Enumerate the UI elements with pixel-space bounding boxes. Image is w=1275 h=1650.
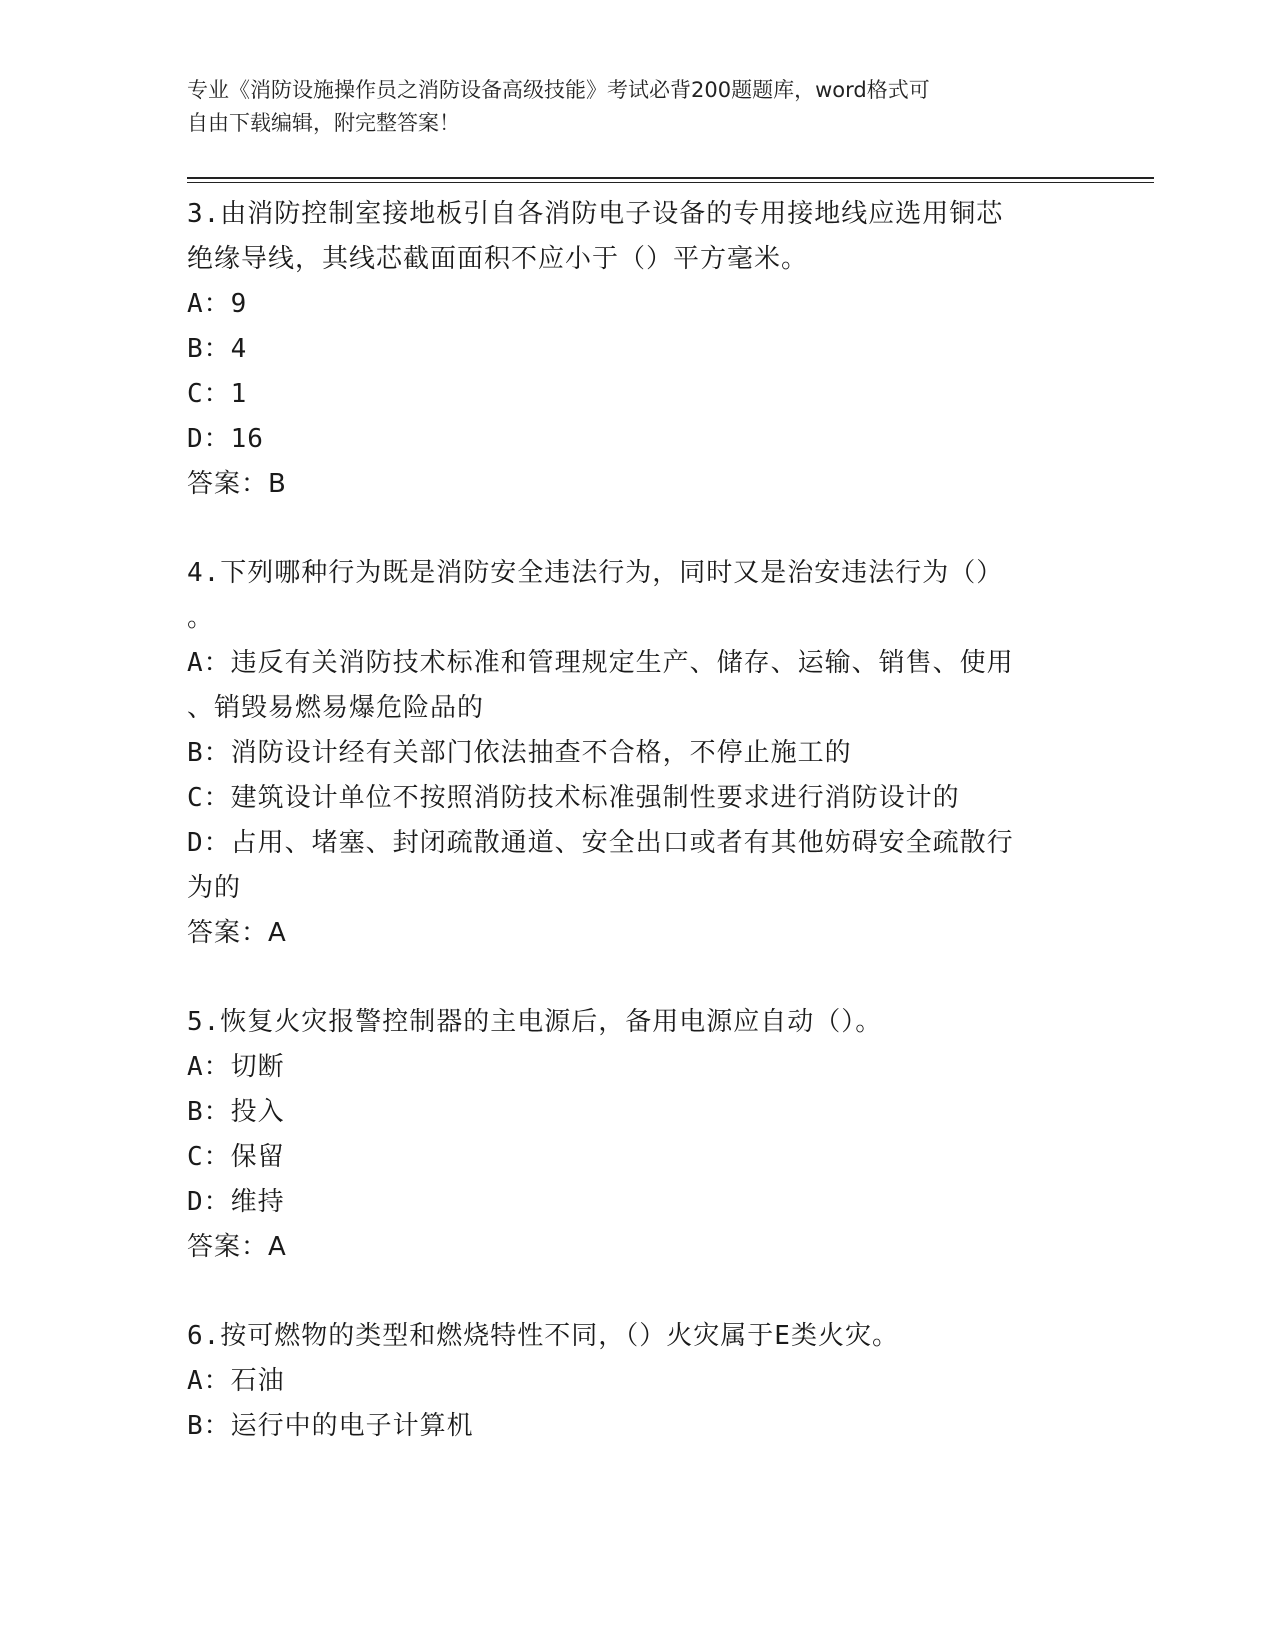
option-b: B：投入 bbox=[187, 1097, 285, 1127]
option-b: B：消防设计经有关部门依法抽查不合格，不停止施工的 bbox=[187, 738, 852, 768]
header-line: 专业《消防设施操作员之消防设备高级技能》考试必背200题题库，word格式可 bbox=[187, 78, 930, 102]
question-text: 6.按可燃物的类型和燃烧特性不同，（）火灾属于E类火灾。 bbox=[187, 1321, 899, 1351]
answer: 答案：A bbox=[187, 918, 287, 948]
question-item bbox=[187, 551, 1087, 956]
option-b: B：4 bbox=[187, 334, 248, 364]
header-divider-thin bbox=[187, 182, 1154, 183]
option-c: C：保留 bbox=[187, 1142, 285, 1172]
option-c: C：建筑设计单位不按照消防技术标准强制性要求进行消防设计的 bbox=[187, 783, 960, 813]
option-b: B：运行中的电子计算机 bbox=[187, 1411, 474, 1441]
option-a: A：违反有关消防技术标准和管理规定生产、储存、运输、销售、使用 bbox=[187, 648, 1014, 678]
question-text: 。 bbox=[187, 603, 215, 633]
question-text: 4.下列哪种行为既是消防安全违法行为，同时又是治安违法行为（） bbox=[187, 558, 1004, 588]
option-a: A：切断 bbox=[187, 1052, 285, 1082]
document-header bbox=[187, 74, 1087, 140]
header-line: 自由下载编辑，附完整答案！ bbox=[187, 111, 460, 135]
option-d-cont: 为的 bbox=[187, 873, 242, 903]
option-a: A：9 bbox=[187, 289, 248, 319]
option-d: D：维持 bbox=[187, 1187, 285, 1217]
question-item bbox=[187, 1000, 1087, 1270]
question-list bbox=[187, 192, 1087, 1449]
question-text: 5.恢复火灾报警控制器的主电源后，备用电源应自动（）。 bbox=[187, 1007, 883, 1037]
option-a-cont: 、销毁易燃易爆危险品的 bbox=[187, 693, 485, 723]
answer: 答案：B bbox=[187, 469, 287, 499]
question-text: 3.由消防控制室接地板引自各消防电子设备的专用接地线应选用铜芯 bbox=[187, 199, 1004, 229]
question-item bbox=[187, 192, 1087, 507]
option-d: D：16 bbox=[187, 424, 264, 454]
answer: 答案：A bbox=[187, 1232, 287, 1262]
question-item bbox=[187, 1314, 1087, 1449]
option-a: A：石油 bbox=[187, 1366, 285, 1396]
option-d: D：占用、堵塞、封闭疏散通道、安全出口或者有其他妨碍安全疏散行 bbox=[187, 828, 1014, 858]
option-c: C：1 bbox=[187, 379, 248, 409]
question-text: 绝缘导线，其线芯截面面积不应小于（）平方毫米。 bbox=[187, 244, 809, 274]
header-divider bbox=[187, 177, 1154, 179]
